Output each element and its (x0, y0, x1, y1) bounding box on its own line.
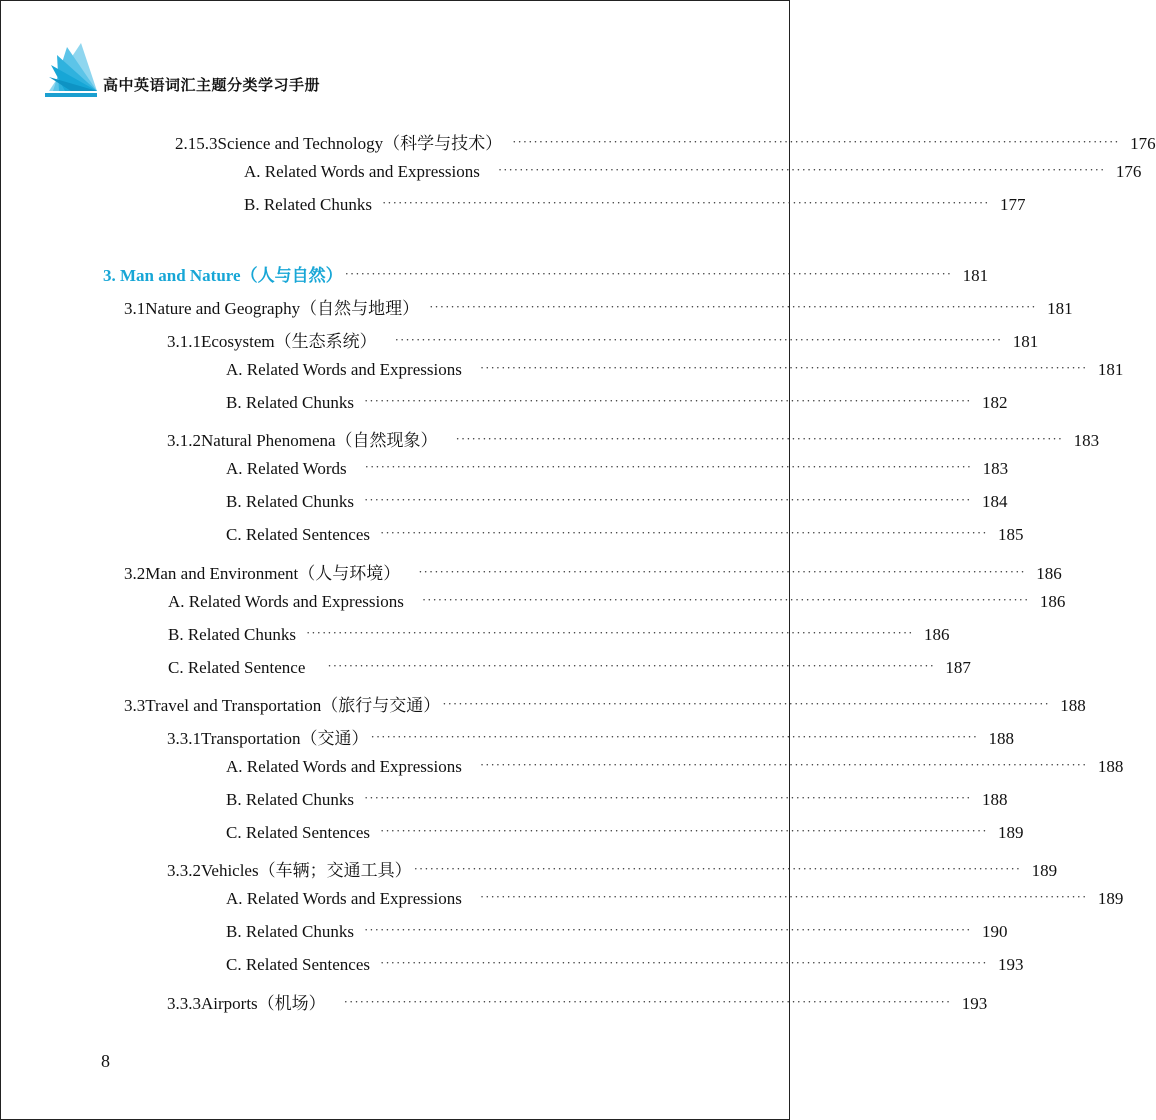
toc-entry-title: B. Related Chunks (244, 195, 372, 214)
toc-section-number: 3.3.3 (167, 994, 201, 1013)
toc-page-number: 176 (1130, 134, 1156, 153)
toc-page-number: 182 (982, 393, 1008, 412)
toc-page-number: 185 (998, 525, 1024, 544)
toc-entry-3-2[interactable] (124, 559, 1062, 583)
dot-leader: ·················································································································· (479, 889, 1088, 904)
dot-leader: ·················································································································· (363, 790, 972, 805)
toc-section-number: 3.1.2 (167, 431, 201, 450)
toc-page-number: 188 (988, 729, 1015, 748)
toc-page-number: 193 (998, 955, 1024, 974)
toc-section-number: 3.3.1 (167, 729, 201, 748)
toc-entry-2-15-3[interactable] (175, 129, 1156, 153)
toc-page-number: 177 (1000, 195, 1026, 214)
toc-entry-title: B. Related Chunks (226, 492, 354, 511)
dot-leader: ·················································································································· (363, 492, 972, 507)
toc-entry-3-1-1-a[interactable] (226, 360, 1124, 382)
toc-entry-3-3-2-c[interactable] (226, 955, 1024, 977)
toc-entry-3-3-2[interactable] (167, 856, 1058, 880)
toc-section-number: 3.1 (124, 299, 146, 318)
toc-page-number: 176 (1115, 162, 1142, 181)
toc-page-number: 186 (1039, 592, 1066, 611)
dot-leader: ·················································································································· (305, 625, 914, 640)
toc-entry-3-1-1[interactable] (167, 327, 1039, 351)
toc-entry-title: A. Related Words and Expressions (226, 360, 462, 379)
toc-page-number: 188 (982, 790, 1008, 809)
toc-entry-3-1[interactable] (124, 294, 1073, 318)
toc-page-number: 181 (1097, 360, 1124, 379)
toc-entry-3-1-2-c[interactable] (226, 525, 1024, 547)
toc-entry-title: A. Related Words and Expressions (168, 592, 404, 611)
toc-page-number: 181 (1012, 332, 1039, 351)
toc-page-number: 183 (1073, 431, 1100, 450)
toc-entry-3-3-1[interactable] (167, 724, 1015, 748)
toc-entry-title: Ecosystem（生态系统） (201, 332, 377, 351)
toc-page-number: 189 (1097, 889, 1124, 908)
toc-page-number: 181 (962, 266, 989, 285)
toc-page-number: 187 (945, 658, 971, 677)
dot-leader: ·················································································································· (479, 360, 1088, 375)
dot-leader: ·················································································································· (455, 431, 1064, 446)
toc-entry-3-1-2-a[interactable] (226, 459, 1009, 481)
toc-entry-3-3-1-b[interactable] (226, 790, 1008, 812)
toc-entry-title: Transportation（交通） (201, 729, 369, 748)
dot-leader: ·················································································································· (381, 195, 990, 210)
toc-entry-title: Vehicles（车辆；交通工具） (201, 861, 412, 880)
toc-entry-title: Nature and Geography（自然与地理） (145, 299, 420, 318)
toc-section-number: 2.15.3 (175, 134, 218, 153)
toc-page-number: 189 (998, 823, 1024, 842)
toc-entry-title: Travel and Transportation（旅行与交通） (145, 696, 441, 715)
toc-page-number: 183 (982, 459, 1009, 478)
dot-leader: ·················································································································· (327, 658, 935, 673)
dot-leader: ·················································································································· (394, 332, 1003, 347)
toc-entry-title: B. Related Chunks (168, 625, 296, 644)
dot-leader: ·················································································································· (418, 564, 1026, 579)
toc-entry-title: A. Related Words (226, 459, 347, 478)
toc-entry-2-15-3-b[interactable] (244, 195, 1026, 217)
toc-section-number: 3.3.2 (167, 861, 201, 880)
toc-page-number: 188 (1060, 696, 1086, 715)
page-number: 8 (101, 1051, 110, 1071)
toc-page-number: 193 (961, 994, 988, 1013)
toc-entry-3-2-c[interactable] (168, 658, 971, 680)
toc-entry-3-3-1-c[interactable] (226, 823, 1024, 845)
toc-entry-title: A. Related Words and Expressions (244, 162, 480, 181)
dot-leader: ·················································································································· (421, 592, 1030, 607)
toc-page-number: 181 (1047, 299, 1073, 318)
toc-entry-3-3-2-a[interactable] (226, 889, 1124, 911)
toc-entry-3-3-3[interactable] (167, 989, 988, 1013)
dot-leader: ·················································································································· (497, 162, 1106, 177)
toc-entry-3-3[interactable] (124, 691, 1086, 715)
toc-entry-title: Man and Environment（人与环境） (145, 564, 401, 583)
toc-page-number: 186 (1036, 564, 1062, 583)
toc-entry-title: C. Related Sentences (226, 823, 370, 842)
toc-entry-title: Natural Phenomena（自然现象） (201, 431, 438, 450)
toc-entry-title: A. Related Words and Expressions (226, 757, 462, 776)
toc-chapter-3[interactable] (103, 261, 989, 285)
dot-leader: ·················································································································· (343, 994, 952, 1009)
toc-entry-3-1-1-b[interactable] (226, 393, 1008, 415)
toc-entry-title: Science and Technology（科学与技术） (217, 134, 503, 153)
dot-leader: ·················································································································· (512, 134, 1120, 149)
toc-entry-title: B. Related Chunks (226, 790, 354, 809)
toc-page-number: 189 (1031, 861, 1058, 880)
toc-entry-3-3-2-b[interactable] (226, 922, 1008, 944)
dot-leader: ·················································································································· (479, 757, 1088, 772)
toc-entry-title: C. Related Sentences (226, 955, 370, 974)
toc-entry-3-2-b[interactable] (168, 625, 950, 647)
toc-entry-2-15-3-a[interactable] (244, 162, 1142, 184)
running-header-title: 高中英语词汇主题分类学习手册 (103, 76, 321, 94)
dot-leader: ·················································································································· (429, 299, 1037, 314)
toc-entry-title: Airports（机场） (201, 994, 326, 1013)
toc-page-number: 184 (982, 492, 1008, 511)
toc-page-number: 186 (924, 625, 950, 644)
toc-entry-3-2-a[interactable] (168, 592, 1066, 614)
dot-leader: ·················································································································· (380, 955, 988, 970)
dot-leader: ·················································································································· (364, 459, 973, 474)
toc-entry-title: B. Related Chunks (226, 393, 354, 412)
book-pages-logo-icon (45, 41, 101, 97)
dot-leader: ·················································································································· (380, 525, 988, 540)
dot-leader: ·················································································································· (442, 696, 1050, 711)
toc-page-number: 188 (1097, 757, 1124, 776)
dot-leader: ·················································································································· (380, 823, 988, 838)
toc-page-number: 190 (982, 922, 1008, 941)
dot-leader: ·················································································································· (363, 922, 972, 937)
dot-leader: ·················································································································· (344, 266, 953, 281)
toc-entry-title: C. Related Sentence (168, 658, 306, 677)
toc-entry-title: B. Related Chunks (226, 922, 354, 941)
toc-entry-3-3-1-a[interactable] (226, 757, 1124, 779)
toc-entry-title: A. Related Words and Expressions (226, 889, 462, 908)
toc-entry-title: C. Related Sentences (226, 525, 370, 544)
dot-leader: ·················································································································· (370, 729, 979, 744)
dot-leader: ·················································································································· (363, 393, 972, 408)
dot-leader: ·················································································································· (413, 861, 1022, 876)
toc-section-number: 3.3 (124, 696, 146, 715)
toc-chapter-title: 3. Man and Nature（人与自然） (103, 266, 343, 285)
toc-section-number: 3.1.1 (167, 332, 201, 351)
toc-entry-3-1-2[interactable] (167, 426, 1100, 450)
toc-entry-3-1-2-b[interactable] (226, 492, 1008, 514)
toc-section-number: 3.2 (124, 564, 146, 583)
